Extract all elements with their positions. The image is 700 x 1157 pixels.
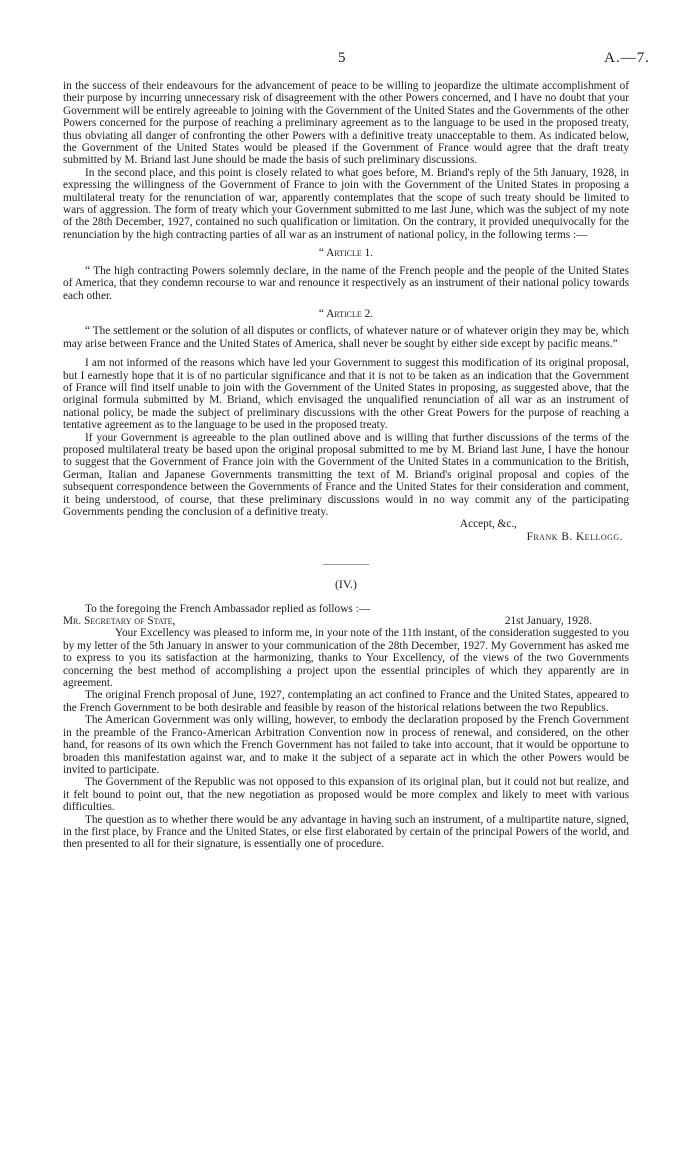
paragraph: If your Government is agreeable to the plan outlined above and is willing that further discussions of the terms of the proposed multilateral treaty be based upon the original proposal submitted to me by M. Briand last June, I have the honour to suggest that the Government of France join with the Government of the United States in a communication to the British, German, Italian and Japanese Governments transmitting the text of M. Briand's original proposal and copies of the subsequent correspondence between the Governments of France and the United States for their consideration and comment, it being understood, of course, that these preliminary discussions would in no way commit any of the participating Governments pending the conclusion of a definitive treaty. [63,431,629,518]
paragraph: The Government of the Republic was not opposed to this expansion of its original plan, but it could not but realize, and it felt bound to point out, that the new negotiation as proposed would be more complex and likely to meet with various difficulties. [63,776,629,814]
page-header [0,50,700,70]
addressee: Mr. Secretary of State, [63,615,176,628]
page-number: 5 [338,50,346,66]
paragraph: The original French proposal of June, 1927, contemplating an act confined to France and the United States, appeared to the French Government to be both desirable and feasible by reason of the historical relations between the two Republics. [63,689,629,714]
document-reference: A.—7. [604,50,650,66]
signature: Frank B. Kellogg. [526,530,623,543]
letter-date: 21st January, 1928. [504,615,592,628]
article-2-text: “ The settlement or the solution of all disputes or conflicts, of whatever nature or of whatever origin they may be, which may arise between France and the United States of America, shall never be sought by either side except by pacific means.” [63,325,629,350]
paragraph: I am not informed of the reasons which have led your Government to suggest this modification of its original proposal, but I earnestly hope that it is of no particular significance and that it is not to be taken as an indication that the Government of France will find itself unable to join with the Government of the United States in proposing, as suggested above, that the original formula submitted by M. Briand, which envisaged the unqualified renunciation of all war as an instrument of national policy, be made the subject of preliminary discussions with the other Great Powers for the purpose of reaching a tentative agreement as to the language to be used in the proposed treaty. [63,357,629,432]
article-1-text: “ The high contracting Powers solemnly declare, in the name of the French people and the people of the United States of America, that they condemn recourse to war and renounce it respectively as an instrument of their national policy towards each other. [63,264,629,302]
letter-header-row [63,615,629,627]
article-2-heading: “ Article 2. [318,307,374,320]
paragraph-continued: in the success of their endeavours for the advancement of peace to be willing to jeopardize the ultimate accomplishment of their purpose by incurring unnecessary risk of disagreement with the other Powers concerned, and I have no doubt that your Government will be entirely agreeable to joining with the Government of the United States and the Governments of the other Powers concerned for the purpose of reaching a preliminary agreement as to the language to be used in the proposed treaty, thus obviating all danger of confronting the other Powers with a definitive treaty unacceptable to them. As indicated below, the Government of the United States would be pleased if the Government of France would agree that the draft treaty submitted by M. Briand last June should be made the basis of such preliminary discussions. [63,80,629,167]
paragraph: Your Excellency was pleased to inform me, in your note of the 11th instant, of the consideration suggested to you by my letter of the 5th January in answer to your communication of the 28th December, 1927. My Government has asked me to express to you its satisfaction at the harmonizing, thanks to Your Excellency, of the views of the two Governments concerning the best method of accomplishing a project upon the essential principles of which they apparently are in agreement. [63,627,629,690]
article-1-heading: “ Article 1. [318,247,374,260]
paragraph: The question as to whether there would be any advantage in having such an instrument, of a multipartite nature, signed, in the first place, by France and the United States, or else first elaborated by certain of the principal Powers of the world, and then presented to all for their signature, is essentially one of procedure. [63,813,629,851]
section-label: (IV.) [334,577,358,592]
section-divider [323,564,369,565]
document-body [63,80,629,851]
closing-formula: Accept, &c., [459,518,517,531]
paragraph: In the second place, and this point is closely related to what goes before, M. Briand's reply of the 5th January, 1928, in expressing the willingness of the Government of France to join with the Government of the United States in proposing a multilateral treaty for the renunciation of war, apparently contemplates that the scope of such treaty should be limited to wars of aggression. The form of treaty which your Government submitted to me last June, which was the subject of my note of the 28th December, 1927, contained no such qualification or limitation. On the contrary, it provided unequivocally for the renunciation by the high contracting parties of all war as an instrument of national policy, in the following terms :— [63,166,629,241]
section-intro: To the foregoing the French Ambassador replied as follows :— [85,602,371,615]
paragraph: The American Government was only willing, however, to embody the declaration proposed by the French Government in the preamble of the Franco-American Arbitration Convention now in process of renewal, and considered, on the other hand, for reasons of its own which the French Government has not failed to take into account, that it would be opportune to broaden this manifestation against war, and to make it the subject of a separate act in which the other Powers would be invited to participate. [63,714,629,776]
